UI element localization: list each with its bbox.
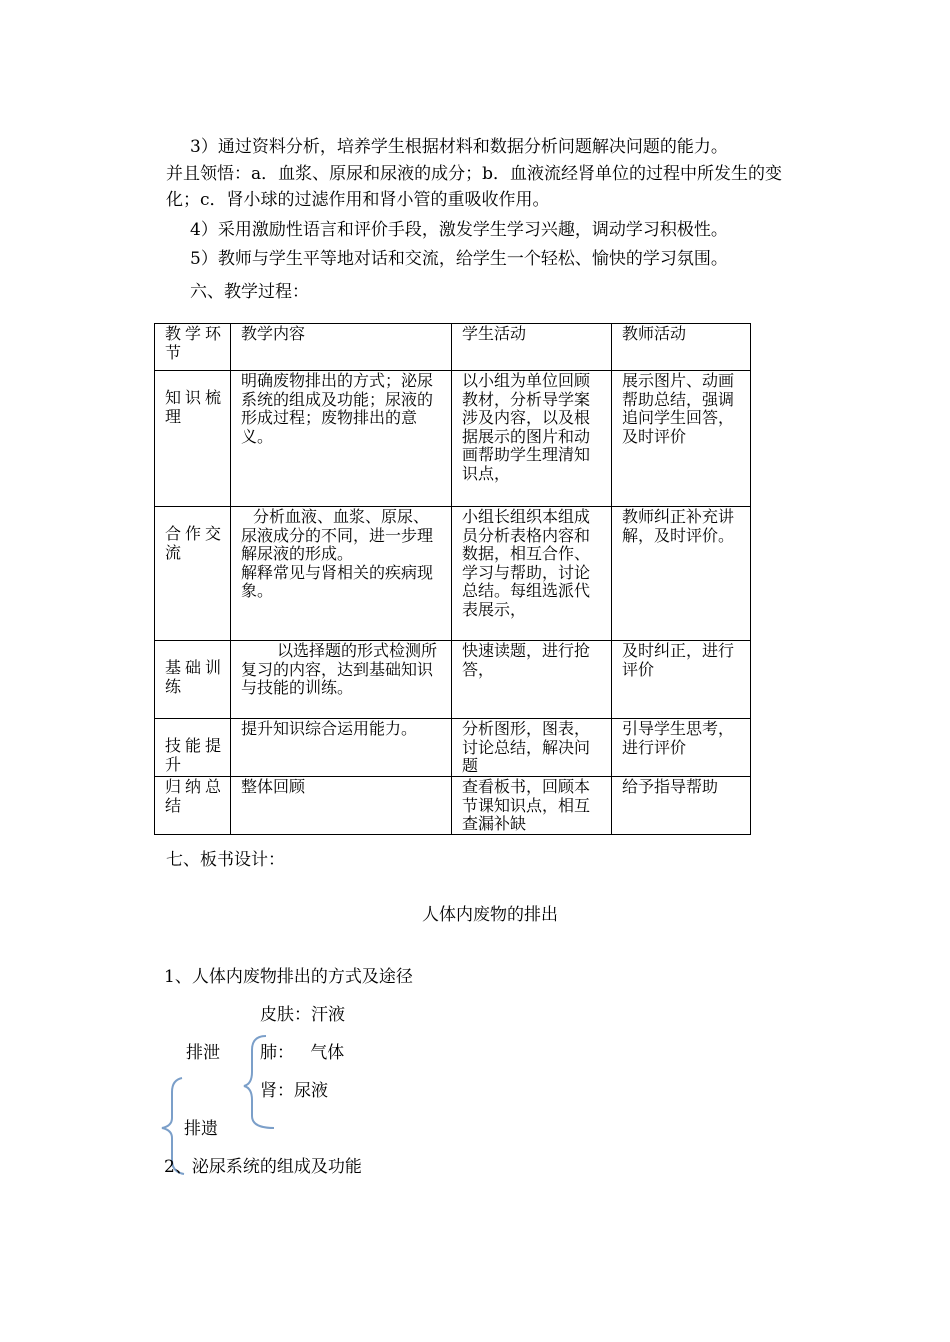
- objective-4: 4）采用激励性语言和评价手段，激发学生学习兴趣，调动学习积极性。: [190, 220, 728, 240]
- header-teacher: 教师活动: [612, 324, 751, 371]
- row-teacher: 引导学生思考，进行评价: [612, 719, 751, 777]
- section-6-heading: 六、教学过程：: [190, 282, 309, 302]
- row-teacher: 给予指导帮助: [612, 777, 751, 835]
- row-teacher: 教师纠正补充讲解，及时评价。: [612, 507, 751, 641]
- section-7-heading: 七、板书设计：: [166, 850, 285, 870]
- board-title: 人体内废物的排出: [422, 905, 558, 925]
- row-stage: 归纳总结: [155, 777, 231, 835]
- row-student: 快速读题，进行抢答，: [452, 641, 612, 719]
- row-stage: 技能提升: [155, 719, 231, 777]
- board-excretion: 排泄: [186, 1043, 220, 1063]
- row-content: 整体回顾: [231, 777, 452, 835]
- objective-3-rest: 并且领悟：a．血浆、原尿和尿液的成分；b．血液流经肾单位的过程中所发生的变化；c．肾小球的过滤作用和肾小管的重吸收作用。: [166, 163, 783, 210]
- table-row: [155, 719, 751, 777]
- row-content: 分析血液、血浆、原尿、尿液成分的不同，进一步理解尿液的形成。 解释常见与肾相关的疾病现象。: [231, 507, 452, 641]
- row-content: 明确废物排出的方式；泌尿系统的组成及功能；尿液的形成过程；废物排出的意义。: [231, 371, 452, 507]
- board-lung: 肺： 气体: [260, 1043, 345, 1063]
- board-skin: 皮肤：汗液: [260, 1005, 345, 1025]
- header-stage: 教学环节: [155, 324, 231, 371]
- table-row: [155, 371, 751, 507]
- row-teacher: 及时纠正，进行评价: [612, 641, 751, 719]
- row-student: 小组长组织本组成员分析表格内容和数据，相互合作、学习与帮助，讨论总结。每组选派代表展示，: [452, 507, 612, 641]
- row-stage: 知识梳理: [155, 371, 231, 507]
- table-row: [155, 777, 751, 835]
- row-content: 提升知识综合运用能力。: [231, 719, 452, 777]
- row-teacher: 展示图片、动画 帮助总结，强调 追问学生回答， 及时评价: [612, 371, 751, 507]
- row-student: 查看板书，回顾本节课知识点，相互查漏补缺: [452, 777, 612, 835]
- row-stage: 合作交流: [155, 507, 231, 641]
- board-point-1: 1、人体内废物排出的方式及途径: [164, 967, 413, 987]
- excretion-brace-icon: [240, 1032, 276, 1132]
- board-point-2: 2、泌尿系统的组成及功能: [164, 1157, 362, 1177]
- row-student: 以小组为单位回顾教材，分析导学案涉及内容，以及根据展示的图片和动画帮助学生理清知识点，: [452, 371, 612, 507]
- header-student: 学生活动: [452, 324, 612, 371]
- table-header-row: [155, 324, 751, 371]
- row-content: 以选择题的形式检测所复习的内容，达到基础知识与技能的训练。: [231, 641, 452, 719]
- table-row: [155, 507, 751, 641]
- objective-3-line1: 3）通过资料分析，培养学生根据材料和数据分析问题解决问题的能力。: [190, 137, 728, 157]
- table-row: [155, 641, 751, 719]
- row-stage: 基础训练: [155, 641, 231, 719]
- row-student: 分析图形，图表，讨论总结，解决问题: [452, 719, 612, 777]
- board-kidney: 肾：尿液: [260, 1081, 328, 1101]
- board-egestion: 排遗: [184, 1119, 218, 1139]
- objective-5: 5）教师与学生平等地对话和交流，给学生一个轻松、愉快的学习氛围。: [190, 249, 728, 269]
- header-content: 教学内容: [231, 324, 452, 371]
- teaching-process-table: [154, 323, 751, 835]
